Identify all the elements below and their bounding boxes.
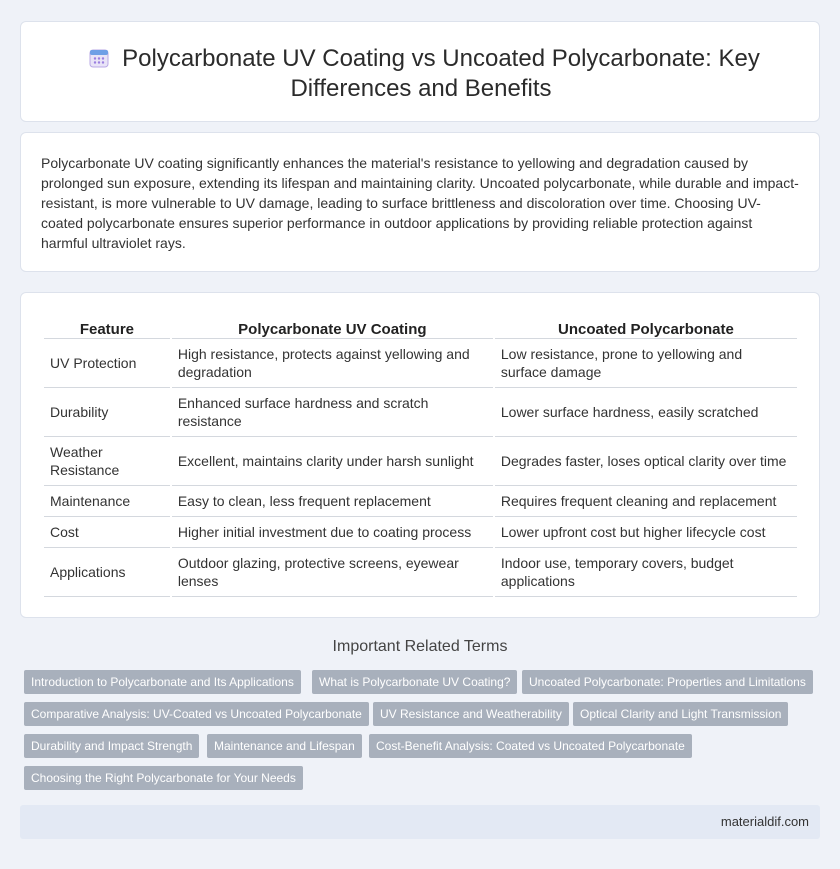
- column-header-uv-coating: Polycarbonate UV Coating: [172, 313, 493, 339]
- table-cell-uncoated: Low resistance, prone to yellowing and surface damage: [495, 339, 797, 388]
- page-title: [21, 44, 821, 104]
- related-terms-heading: Important Related Terms: [332, 638, 508, 655]
- related-term-tag[interactable]: Uncoated Polycarbonate: Properties and Limitations: [522, 670, 813, 694]
- intro-paragraph: Polycarbonate UV coating significantly enhances the material's resistance to yellowing and degradation caused by prolonged sun exposure, extending its lifespan and maintaining clarity. Uncoated polycarbonate, while durable and impact-resistant, is more vulnerable to UV damage, leading to surface brittleness and discoloration over time. Choosing UV-coated polycarbonate ensures superior performance in outdoor applications by providing reliable protection against harmful ultraviolet rays.: [41, 155, 799, 251]
- related-term-tag[interactable]: Cost-Benefit Analysis: Coated vs Uncoated Polycarbonate: [369, 734, 692, 758]
- table-row: [44, 437, 797, 486]
- table-cell-feature: Cost: [44, 517, 170, 548]
- table-cell-uv-coating: Higher initial investment due to coating process: [172, 517, 493, 548]
- related-term-tag[interactable]: Optical Clarity and Light Transmission: [573, 702, 788, 726]
- table-cell-feature: Applications: [44, 548, 170, 597]
- related-term-tag[interactable]: Introduction to Polycarbonate and Its Applications: [24, 670, 301, 694]
- related-term-tag[interactable]: Choosing the Right Polycarbonate for Your Needs: [24, 766, 303, 790]
- column-header-uncoated: Uncoated Polycarbonate: [495, 313, 797, 339]
- page-title-line-1: Polycarbonate UV Coating vs Uncoated Polycarbonate: Key: [122, 45, 760, 72]
- table-cell-feature: Weather Resistance: [44, 437, 170, 486]
- table-cell-uncoated: Indoor use, temporary covers, budget applications: [495, 548, 797, 597]
- footer-site-link[interactable]: materialdif.com: [720, 814, 809, 829]
- header-card: [20, 21, 820, 122]
- table-cell-uv-coating: High resistance, protects against yellowing and degradation: [172, 339, 493, 388]
- footer: [20, 805, 820, 839]
- related-term-tag[interactable]: Maintenance and Lifespan: [207, 734, 362, 758]
- table-cell-feature: Durability: [44, 388, 170, 437]
- table-cell-uv-coating: Easy to clean, less frequent replacement: [172, 486, 493, 517]
- related-term-tag[interactable]: What is Polycarbonate UV Coating?: [312, 670, 517, 694]
- table-header-row: [44, 313, 797, 339]
- table-row: [44, 486, 797, 517]
- table-cell-uv-coating: Excellent, maintains clarity under harsh sunlight: [172, 437, 493, 486]
- table-cell-uncoated: Requires frequent cleaning and replacement: [495, 486, 797, 517]
- related-term-tag[interactable]: UV Resistance and Weatherability: [373, 702, 569, 726]
- table-cell-uncoated: Lower upfront cost but higher lifecycle cost: [495, 517, 797, 548]
- table-cell-uncoated: Degrades faster, loses optical clarity over time: [495, 437, 797, 486]
- comparison-card: [20, 292, 820, 618]
- page-title-line-2: Differences and Benefits: [290, 75, 552, 102]
- column-header-feature: Feature: [44, 313, 170, 339]
- table-cell-feature: Maintenance: [44, 486, 170, 517]
- comparison-table: [42, 313, 799, 597]
- related-term-tag[interactable]: Durability and Impact Strength: [24, 734, 199, 758]
- table-cell-uv-coating: Enhanced surface hardness and scratch resistance: [172, 388, 493, 437]
- table-row: [44, 517, 797, 548]
- table-cell-feature: UV Protection: [44, 339, 170, 388]
- table-row: [44, 548, 797, 597]
- table-cell-uncoated: Lower surface hardness, easily scratched: [495, 388, 797, 437]
- intro-card: [20, 132, 820, 272]
- table-row: [44, 388, 797, 437]
- table-cell-uv-coating: Outdoor glazing, protective screens, eyewear lenses: [172, 548, 493, 597]
- related-term-tag[interactable]: Comparative Analysis: UV-Coated vs Uncoated Polycarbonate: [24, 702, 369, 726]
- table-row: [44, 339, 797, 388]
